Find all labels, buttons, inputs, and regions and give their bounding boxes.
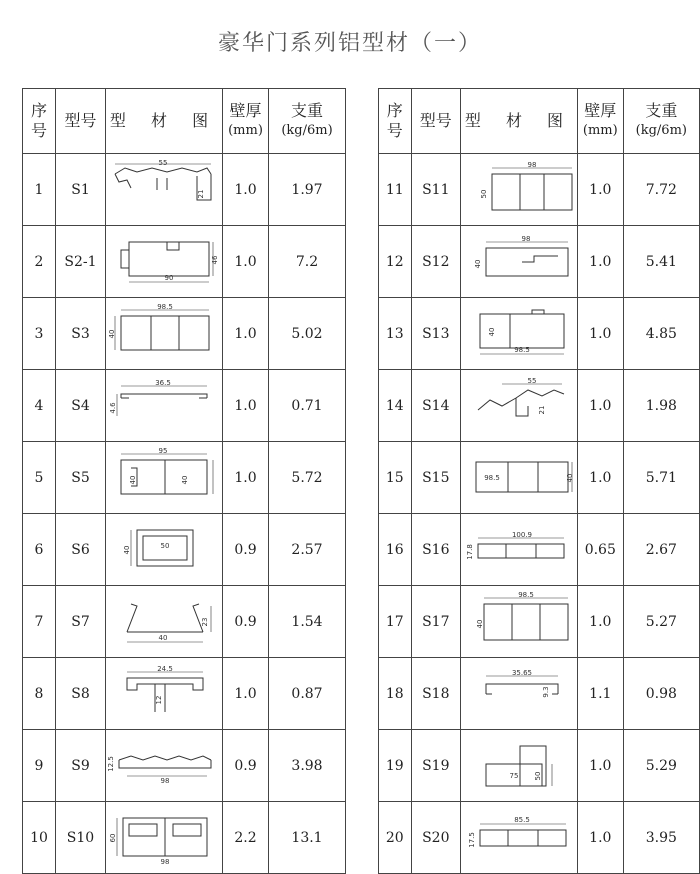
row-weight: 7.72: [623, 154, 699, 226]
profile-figure-cell: [106, 658, 223, 730]
table-row: [379, 730, 700, 802]
row-index: 2: [23, 226, 56, 298]
table-row: [379, 226, 700, 298]
profile-figure-cell: [461, 514, 578, 586]
table-row: [379, 658, 700, 730]
dimension-label: 98: [160, 776, 170, 785]
dimension-label: 40: [158, 633, 168, 642]
profile-table-right: [378, 88, 700, 874]
row-weight: 3.98: [269, 730, 346, 802]
dimension-label: 24.5: [157, 664, 173, 673]
table-row: [379, 514, 700, 586]
profile-s18-drawing: [462, 664, 576, 724]
header-figure: 型 材 图: [106, 89, 223, 154]
profile-s15-drawing: [462, 448, 576, 508]
row-thickness: 1.0: [223, 370, 269, 442]
profile-figure-cell: [106, 442, 223, 514]
row-weight: 0.87: [269, 658, 346, 730]
row-index: 17: [379, 586, 412, 658]
dimension-label: 40: [129, 475, 137, 484]
row-weight: 13.1: [269, 802, 346, 874]
profile-s5-drawing: [107, 448, 221, 508]
header-weight: 支重 (kg/6m): [269, 89, 346, 154]
row-weight: 5.29: [623, 730, 699, 802]
profile-figure-cell: [461, 586, 578, 658]
dimension-label: 36.5: [155, 378, 171, 387]
row-thickness: 1.0: [577, 586, 623, 658]
profile-figure-cell: [106, 370, 223, 442]
row-weight: 0.71: [269, 370, 346, 442]
table-row: [23, 586, 346, 658]
dimension-label: 75: [509, 771, 519, 780]
row-index: 7: [23, 586, 56, 658]
row-model: S4: [56, 370, 106, 442]
dimension-label: 35.65: [511, 668, 532, 677]
profile-s1-drawing: [107, 160, 221, 220]
dimension-label: 55: [158, 159, 168, 167]
dimension-label: 40: [108, 329, 116, 338]
row-thickness: 1.0: [577, 298, 623, 370]
header-row: [23, 89, 346, 154]
dimension-label: 98: [521, 234, 531, 243]
table-row: [23, 298, 346, 370]
row-thickness: 1.0: [577, 802, 623, 874]
row-model: S18: [411, 658, 460, 730]
row-index: 8: [23, 658, 56, 730]
row-model: S14: [411, 370, 460, 442]
table-row: [23, 802, 346, 874]
dimension-label: 40: [473, 259, 482, 268]
row-weight: 1.98: [623, 370, 699, 442]
row-thickness: 1.0: [223, 298, 269, 370]
header-weight: 支重 (kg/6m): [623, 89, 699, 154]
row-index: 14: [379, 370, 412, 442]
profile-figure-cell: [461, 226, 578, 298]
profile-figure-cell: [461, 730, 578, 802]
row-index: 5: [23, 442, 56, 514]
profile-s3-drawing: [107, 304, 221, 364]
profile-figure-cell: [461, 658, 578, 730]
row-model: S2-1: [56, 226, 106, 298]
row-index: 15: [379, 442, 412, 514]
table-row: [23, 442, 346, 514]
row-thickness: 0.65: [577, 514, 623, 586]
dimension-label: 4.6: [109, 401, 117, 414]
row-thickness: 1.0: [577, 226, 623, 298]
row-model: S9: [56, 730, 106, 802]
profile-figure-cell: [106, 226, 223, 298]
row-index: 6: [23, 514, 56, 586]
dimension-label: 98.5: [157, 303, 173, 311]
profile-s14-drawing: [462, 376, 576, 436]
profile-s10-drawing: [107, 808, 221, 868]
row-index: 18: [379, 658, 412, 730]
table-row: [379, 802, 700, 874]
row-weight: 2.67: [623, 514, 699, 586]
dimension-label: 98.5: [484, 473, 500, 482]
row-thickness: 1.0: [223, 658, 269, 730]
row-thickness: 1.0: [577, 442, 623, 514]
profile-figure-cell: [106, 586, 223, 658]
dimension-label: 85.5: [514, 815, 530, 824]
dimension-label: 40: [565, 473, 574, 482]
row-index: 13: [379, 298, 412, 370]
row-weight: 2.57: [269, 514, 346, 586]
row-weight: 3.95: [623, 802, 699, 874]
row-index: 11: [379, 154, 412, 226]
row-model: S15: [411, 442, 460, 514]
row-model: S20: [411, 802, 460, 874]
header-model: 型号: [56, 89, 106, 154]
row-weight: 7.2: [269, 226, 346, 298]
row-model: S11: [411, 154, 460, 226]
row-index: 12: [379, 226, 412, 298]
profile-figure-cell: [461, 370, 578, 442]
row-thickness: 1.0: [577, 730, 623, 802]
profile-figure-cell: [461, 442, 578, 514]
profile-s16-drawing: [462, 520, 576, 580]
profile-s12-drawing: [462, 232, 576, 292]
row-index: 19: [379, 730, 412, 802]
profile-figure-cell: [106, 298, 223, 370]
profile-figure-cell: [106, 802, 223, 874]
row-weight: 5.27: [623, 586, 699, 658]
profile-s8-drawing: [107, 664, 221, 724]
profile-s6-drawing: [107, 520, 221, 580]
profile-table-left: [22, 88, 346, 874]
row-weight: 1.54: [269, 586, 346, 658]
row-model: S5: [56, 442, 106, 514]
profile-s4-drawing: [107, 376, 221, 436]
row-thickness: 1.0: [577, 154, 623, 226]
row-model: S13: [411, 298, 460, 370]
row-model: S12: [411, 226, 460, 298]
dimension-label: 98: [527, 160, 537, 169]
dimension-label: 60: [109, 833, 117, 842]
row-model: S3: [56, 298, 106, 370]
dimension-label: 9.3: [541, 685, 550, 698]
row-weight: 5.02: [269, 298, 346, 370]
dimension-label: 21: [197, 189, 205, 198]
page-title: 豪华门系列铝型材（一）: [217, 31, 482, 56]
row-weight: 4.85: [623, 298, 699, 370]
table-row: [379, 154, 700, 226]
dimension-label: 55: [527, 376, 537, 385]
dimension-label: 40: [181, 475, 189, 484]
dimension-label: 50: [533, 771, 542, 780]
profile-s2-1-drawing: [107, 232, 221, 292]
header-index: 序号: [379, 89, 412, 154]
row-index: 20: [379, 802, 412, 874]
row-model: S7: [56, 586, 106, 658]
table-row: [23, 658, 346, 730]
table-row: [379, 370, 700, 442]
profile-figure-cell: [461, 802, 578, 874]
profile-s19-drawing: [462, 736, 576, 796]
row-index: 16: [379, 514, 412, 586]
dimension-label: 50: [160, 541, 170, 550]
profile-figure-cell: [106, 514, 223, 586]
dimension-label: 90: [164, 273, 174, 282]
row-weight: 5.41: [623, 226, 699, 298]
dimension-label: 40: [123, 545, 131, 554]
profile-s9-drawing: [107, 736, 221, 796]
row-thickness: 1.0: [577, 370, 623, 442]
dimension-label: 17.8: [465, 543, 474, 560]
row-model: S8: [56, 658, 106, 730]
profile-s13-drawing: [462, 304, 576, 364]
table-row: [23, 154, 346, 226]
profile-s17-drawing: [462, 592, 576, 652]
header-thickness: 壁厚 (mm): [223, 89, 269, 154]
dimension-label: 100.9: [511, 530, 532, 539]
header-thickness: 壁厚 (mm): [577, 89, 623, 154]
row-weight: 0.98: [623, 658, 699, 730]
row-thickness: 1.0: [223, 226, 269, 298]
header-row: [379, 89, 700, 154]
row-weight: 5.71: [623, 442, 699, 514]
dimension-label: 40: [487, 327, 496, 336]
table-row: [23, 370, 346, 442]
dimension-label: 95: [158, 447, 168, 455]
table-row: [379, 298, 700, 370]
row-model: S10: [56, 802, 106, 874]
header-model: 型号: [411, 89, 460, 154]
dimension-label: 12.5: [107, 755, 115, 772]
dimension-label: 23: [201, 617, 209, 626]
row-index: 10: [23, 802, 56, 874]
profile-figure-cell: [461, 154, 578, 226]
row-thickness: 2.2: [223, 802, 269, 874]
header-index: 序号: [23, 89, 56, 154]
row-thickness: 1.0: [223, 442, 269, 514]
row-model: S19: [411, 730, 460, 802]
dimension-label: 40: [475, 619, 484, 628]
dimension-label: 21: [537, 405, 546, 414]
table-row: [23, 226, 346, 298]
dimension-label: 17.5: [467, 831, 476, 848]
row-model: S17: [411, 586, 460, 658]
profile-figure-cell: [106, 154, 223, 226]
row-thickness: 0.9: [223, 586, 269, 658]
row-thickness: 0.9: [223, 730, 269, 802]
row-index: 4: [23, 370, 56, 442]
dimension-label: 12: [155, 695, 163, 704]
dimension-label: 50: [479, 189, 488, 198]
table-row: [379, 586, 700, 658]
profile-figure-cell: [106, 730, 223, 802]
profile-s11-drawing: [462, 160, 576, 220]
header-figure: 型 材 图: [461, 89, 578, 154]
dimension-label: 46: [211, 255, 219, 264]
table-row: [23, 730, 346, 802]
row-model: S16: [411, 514, 460, 586]
table-row: [379, 442, 700, 514]
row-model: S6: [56, 514, 106, 586]
row-thickness: 0.9: [223, 514, 269, 586]
row-index: 9: [23, 730, 56, 802]
profile-s20-drawing: [462, 808, 576, 868]
profile-figure-cell: [461, 298, 578, 370]
dimension-label: 98.5: [514, 345, 530, 354]
row-weight: 1.97: [269, 154, 346, 226]
dimension-label: 98: [160, 857, 170, 866]
row-thickness: 1.1: [577, 658, 623, 730]
row-weight: 5.72: [269, 442, 346, 514]
profile-s7-drawing: [107, 592, 221, 652]
row-index: 1: [23, 154, 56, 226]
row-model: S1: [56, 154, 106, 226]
dimension-label: 98.5: [518, 591, 534, 599]
row-index: 3: [23, 298, 56, 370]
row-thickness: 1.0: [223, 154, 269, 226]
table-row: [23, 514, 346, 586]
